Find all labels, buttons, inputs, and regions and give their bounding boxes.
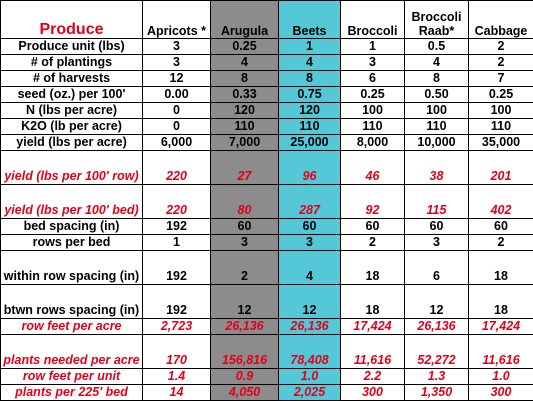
row-label[interactable]: yield (lbs per 100' row) bbox=[1, 151, 143, 185]
row-label[interactable]: btwn rows spacing (in) bbox=[1, 285, 143, 319]
table-cell[interactable]: 300 bbox=[469, 385, 533, 401]
table-cell[interactable]: 100 bbox=[405, 103, 469, 119]
table-cell[interactable]: 110 bbox=[279, 119, 341, 135]
table-cell[interactable]: 8,000 bbox=[341, 135, 405, 151]
table-cell[interactable]: 156,816 bbox=[211, 335, 279, 369]
table-cell[interactable]: 3 bbox=[405, 235, 469, 251]
row-label[interactable]: # of harvests bbox=[1, 71, 143, 87]
table-cell[interactable]: 0 bbox=[143, 103, 211, 119]
table-cell[interactable]: 25,000 bbox=[279, 135, 341, 151]
row-label[interactable]: row feet per acre bbox=[1, 319, 143, 335]
table-cell[interactable]: 110 bbox=[405, 119, 469, 135]
table-row bbox=[1, 135, 533, 151]
row-label[interactable]: Produce unit (lbs) bbox=[1, 39, 143, 55]
table-cell[interactable]: 1.3 bbox=[405, 369, 469, 385]
table-row bbox=[1, 87, 533, 103]
table-row bbox=[1, 219, 533, 235]
header-cell-broccoli[interactable]: Broccoli bbox=[341, 1, 405, 39]
row-label[interactable]: plants per 225' bed bbox=[1, 385, 143, 401]
table-cell[interactable]: 38 bbox=[405, 151, 469, 185]
table-row bbox=[1, 185, 533, 219]
table-cell[interactable]: 26,136 bbox=[211, 319, 279, 335]
table-cell[interactable]: 78,408 bbox=[279, 335, 341, 369]
table-cell[interactable]: 6 bbox=[405, 251, 469, 285]
table-cell[interactable]: 12 bbox=[279, 285, 341, 319]
row-label[interactable]: N (lbs per acre) bbox=[1, 103, 143, 119]
table-cell[interactable]: 17,424 bbox=[469, 319, 533, 335]
row-label[interactable]: K2O (lb per acre) bbox=[1, 119, 143, 135]
table-cell[interactable]: 0 bbox=[143, 119, 211, 135]
table-cell[interactable]: 1 bbox=[341, 39, 405, 55]
table-cell[interactable]: 0.00 bbox=[143, 87, 211, 103]
table-cell[interactable]: 4,050 bbox=[211, 385, 279, 401]
table-cell[interactable]: 7 bbox=[469, 71, 533, 87]
table-cell[interactable]: 100 bbox=[341, 103, 405, 119]
table-cell[interactable]: 8 bbox=[279, 71, 341, 87]
table-cell[interactable]: 0.5 bbox=[405, 39, 469, 55]
row-label[interactable]: row feet per unit bbox=[1, 369, 143, 385]
header-cell-broccoli-raab[interactable]: Broccoli Raab* bbox=[405, 1, 469, 39]
table-cell[interactable]: 18 bbox=[341, 285, 405, 319]
table-cell[interactable]: 11,616 bbox=[341, 335, 405, 369]
table-cell[interactable]: 12 bbox=[211, 285, 279, 319]
table-cell[interactable]: 60 bbox=[211, 219, 279, 235]
row-label[interactable]: yield (lbs per acre) bbox=[1, 135, 143, 151]
table-cell[interactable]: 12 bbox=[143, 71, 211, 87]
table-cell[interactable]: 110 bbox=[341, 119, 405, 135]
table-row bbox=[1, 235, 533, 251]
table-cell[interactable]: 2,723 bbox=[143, 319, 211, 335]
table-cell[interactable]: 3 bbox=[341, 55, 405, 71]
table-cell[interactable]: 2 bbox=[341, 235, 405, 251]
table-cell[interactable]: 0.25 bbox=[211, 39, 279, 55]
table-cell[interactable]: 96 bbox=[279, 151, 341, 185]
table-cell[interactable]: 10,000 bbox=[405, 135, 469, 151]
header-cell-beets[interactable]: Beets bbox=[279, 1, 341, 39]
table-cell[interactable]: 6 bbox=[341, 71, 405, 87]
header-cell-cabbage[interactable]: Cabbage bbox=[469, 1, 533, 39]
table-cell[interactable]: 2 bbox=[469, 55, 533, 71]
row-label[interactable]: bed spacing (in) bbox=[1, 219, 143, 235]
table-cell[interactable]: 35,000 bbox=[469, 135, 533, 151]
table-cell[interactable]: 402 bbox=[469, 185, 533, 219]
table-cell[interactable]: 100 bbox=[469, 103, 533, 119]
table-cell[interactable]: 3 bbox=[211, 235, 279, 251]
table-cell[interactable]: 0.33 bbox=[211, 87, 279, 103]
table-cell[interactable]: 192 bbox=[143, 219, 211, 235]
table-cell[interactable]: 4 bbox=[211, 55, 279, 71]
table-cell[interactable]: 17,424 bbox=[341, 319, 405, 335]
table-cell[interactable]: 4 bbox=[405, 55, 469, 71]
table-cell[interactable]: 120 bbox=[211, 103, 279, 119]
table-cell[interactable]: 3 bbox=[143, 55, 211, 71]
row-label[interactable]: rows per bed bbox=[1, 235, 143, 251]
table-cell[interactable]: 27 bbox=[211, 151, 279, 185]
table-cell[interactable]: 300 bbox=[341, 385, 405, 401]
header-row bbox=[1, 1, 533, 39]
table-cell[interactable]: 1 bbox=[143, 235, 211, 251]
table-cell[interactable]: 3 bbox=[143, 39, 211, 55]
table-row bbox=[1, 39, 533, 55]
table-row bbox=[1, 335, 533, 369]
header-cell-apricots[interactable]: Apricots * bbox=[143, 1, 211, 39]
table-cell[interactable]: 80 bbox=[211, 185, 279, 219]
header-label-produce[interactable]: Produce bbox=[1, 1, 143, 39]
table-cell[interactable]: 7,000 bbox=[211, 135, 279, 151]
table-cell[interactable]: 2,025 bbox=[279, 385, 341, 401]
table-row bbox=[1, 285, 533, 319]
table-cell[interactable]: 60 bbox=[469, 219, 533, 235]
table-cell[interactable]: 4 bbox=[279, 251, 341, 285]
table-cell[interactable]: 2 bbox=[469, 235, 533, 251]
table-cell[interactable]: 4 bbox=[279, 55, 341, 71]
table-cell[interactable]: 1 bbox=[279, 39, 341, 55]
table-cell[interactable]: 2 bbox=[211, 251, 279, 285]
table-cell[interactable]: 18 bbox=[341, 251, 405, 285]
table-cell[interactable]: 220 bbox=[143, 151, 211, 185]
table-row bbox=[1, 151, 533, 185]
table-row bbox=[1, 319, 533, 335]
row-label[interactable]: within row spacing (in) bbox=[1, 251, 143, 285]
table-cell[interactable]: 26,136 bbox=[279, 319, 341, 335]
table-cell[interactable]: 46 bbox=[341, 151, 405, 185]
table-cell[interactable]: 170 bbox=[143, 335, 211, 369]
table-cell[interactable]: 26,136 bbox=[405, 319, 469, 335]
table-cell[interactable]: 18 bbox=[469, 251, 533, 285]
table-cell[interactable]: 60 bbox=[405, 219, 469, 235]
table-cell[interactable]: 52,272 bbox=[405, 335, 469, 369]
row-label[interactable]: # of plantings bbox=[1, 55, 143, 71]
table-row bbox=[1, 385, 533, 401]
table-cell[interactable]: 0.25 bbox=[469, 87, 533, 103]
table-cell[interactable]: 12 bbox=[405, 285, 469, 319]
table-cell[interactable]: 115 bbox=[405, 185, 469, 219]
table-cell[interactable]: 92 bbox=[341, 185, 405, 219]
table-cell[interactable]: 8 bbox=[405, 71, 469, 87]
row-label[interactable]: yield (lbs per 100' bed) bbox=[1, 185, 143, 219]
table-cell[interactable]: 2.2 bbox=[341, 369, 405, 385]
table-cell[interactable]: 287 bbox=[279, 185, 341, 219]
table-cell[interactable]: 0.25 bbox=[341, 87, 405, 103]
table-cell[interactable]: 3 bbox=[279, 235, 341, 251]
table-cell[interactable]: 60 bbox=[279, 219, 341, 235]
table-cell[interactable]: 192 bbox=[143, 251, 211, 285]
table-cell[interactable]: 120 bbox=[279, 103, 341, 119]
row-label[interactable]: seed (oz.) per 100' bbox=[1, 87, 143, 103]
table-cell[interactable]: 1.0 bbox=[469, 369, 533, 385]
table-row bbox=[1, 251, 533, 285]
table-cell[interactable]: 192 bbox=[143, 285, 211, 319]
table-cell[interactable]: 14 bbox=[143, 385, 211, 401]
table-cell[interactable]: 0.9 bbox=[211, 369, 279, 385]
header-cell-arugula[interactable]: Arugula bbox=[211, 1, 279, 39]
table-cell[interactable]: 0.75 bbox=[279, 87, 341, 103]
table-cell[interactable]: 18 bbox=[469, 285, 533, 319]
table-cell[interactable]: 11,616 bbox=[469, 335, 533, 369]
table-row bbox=[1, 119, 533, 135]
table-row bbox=[1, 369, 533, 385]
table-row bbox=[1, 103, 533, 119]
table-cell[interactable]: 201 bbox=[469, 151, 533, 185]
table-cell[interactable]: 60 bbox=[341, 219, 405, 235]
table-row bbox=[1, 71, 533, 87]
table-cell[interactable]: 110 bbox=[211, 119, 279, 135]
table-cell[interactable]: 1,350 bbox=[405, 385, 469, 401]
table-row bbox=[1, 55, 533, 71]
table-cell[interactable]: 1.0 bbox=[279, 369, 341, 385]
table-cell[interactable]: 8 bbox=[211, 71, 279, 87]
table-cell[interactable]: 2 bbox=[469, 39, 533, 55]
table-cell[interactable]: 110 bbox=[469, 119, 533, 135]
table-cell[interactable]: 0.50 bbox=[405, 87, 469, 103]
table-cell[interactable]: 220 bbox=[143, 185, 211, 219]
table-cell[interactable]: 6,000 bbox=[143, 135, 211, 151]
table-cell[interactable]: 1.4 bbox=[143, 369, 211, 385]
row-label[interactable]: plants needed per acre bbox=[1, 335, 143, 369]
